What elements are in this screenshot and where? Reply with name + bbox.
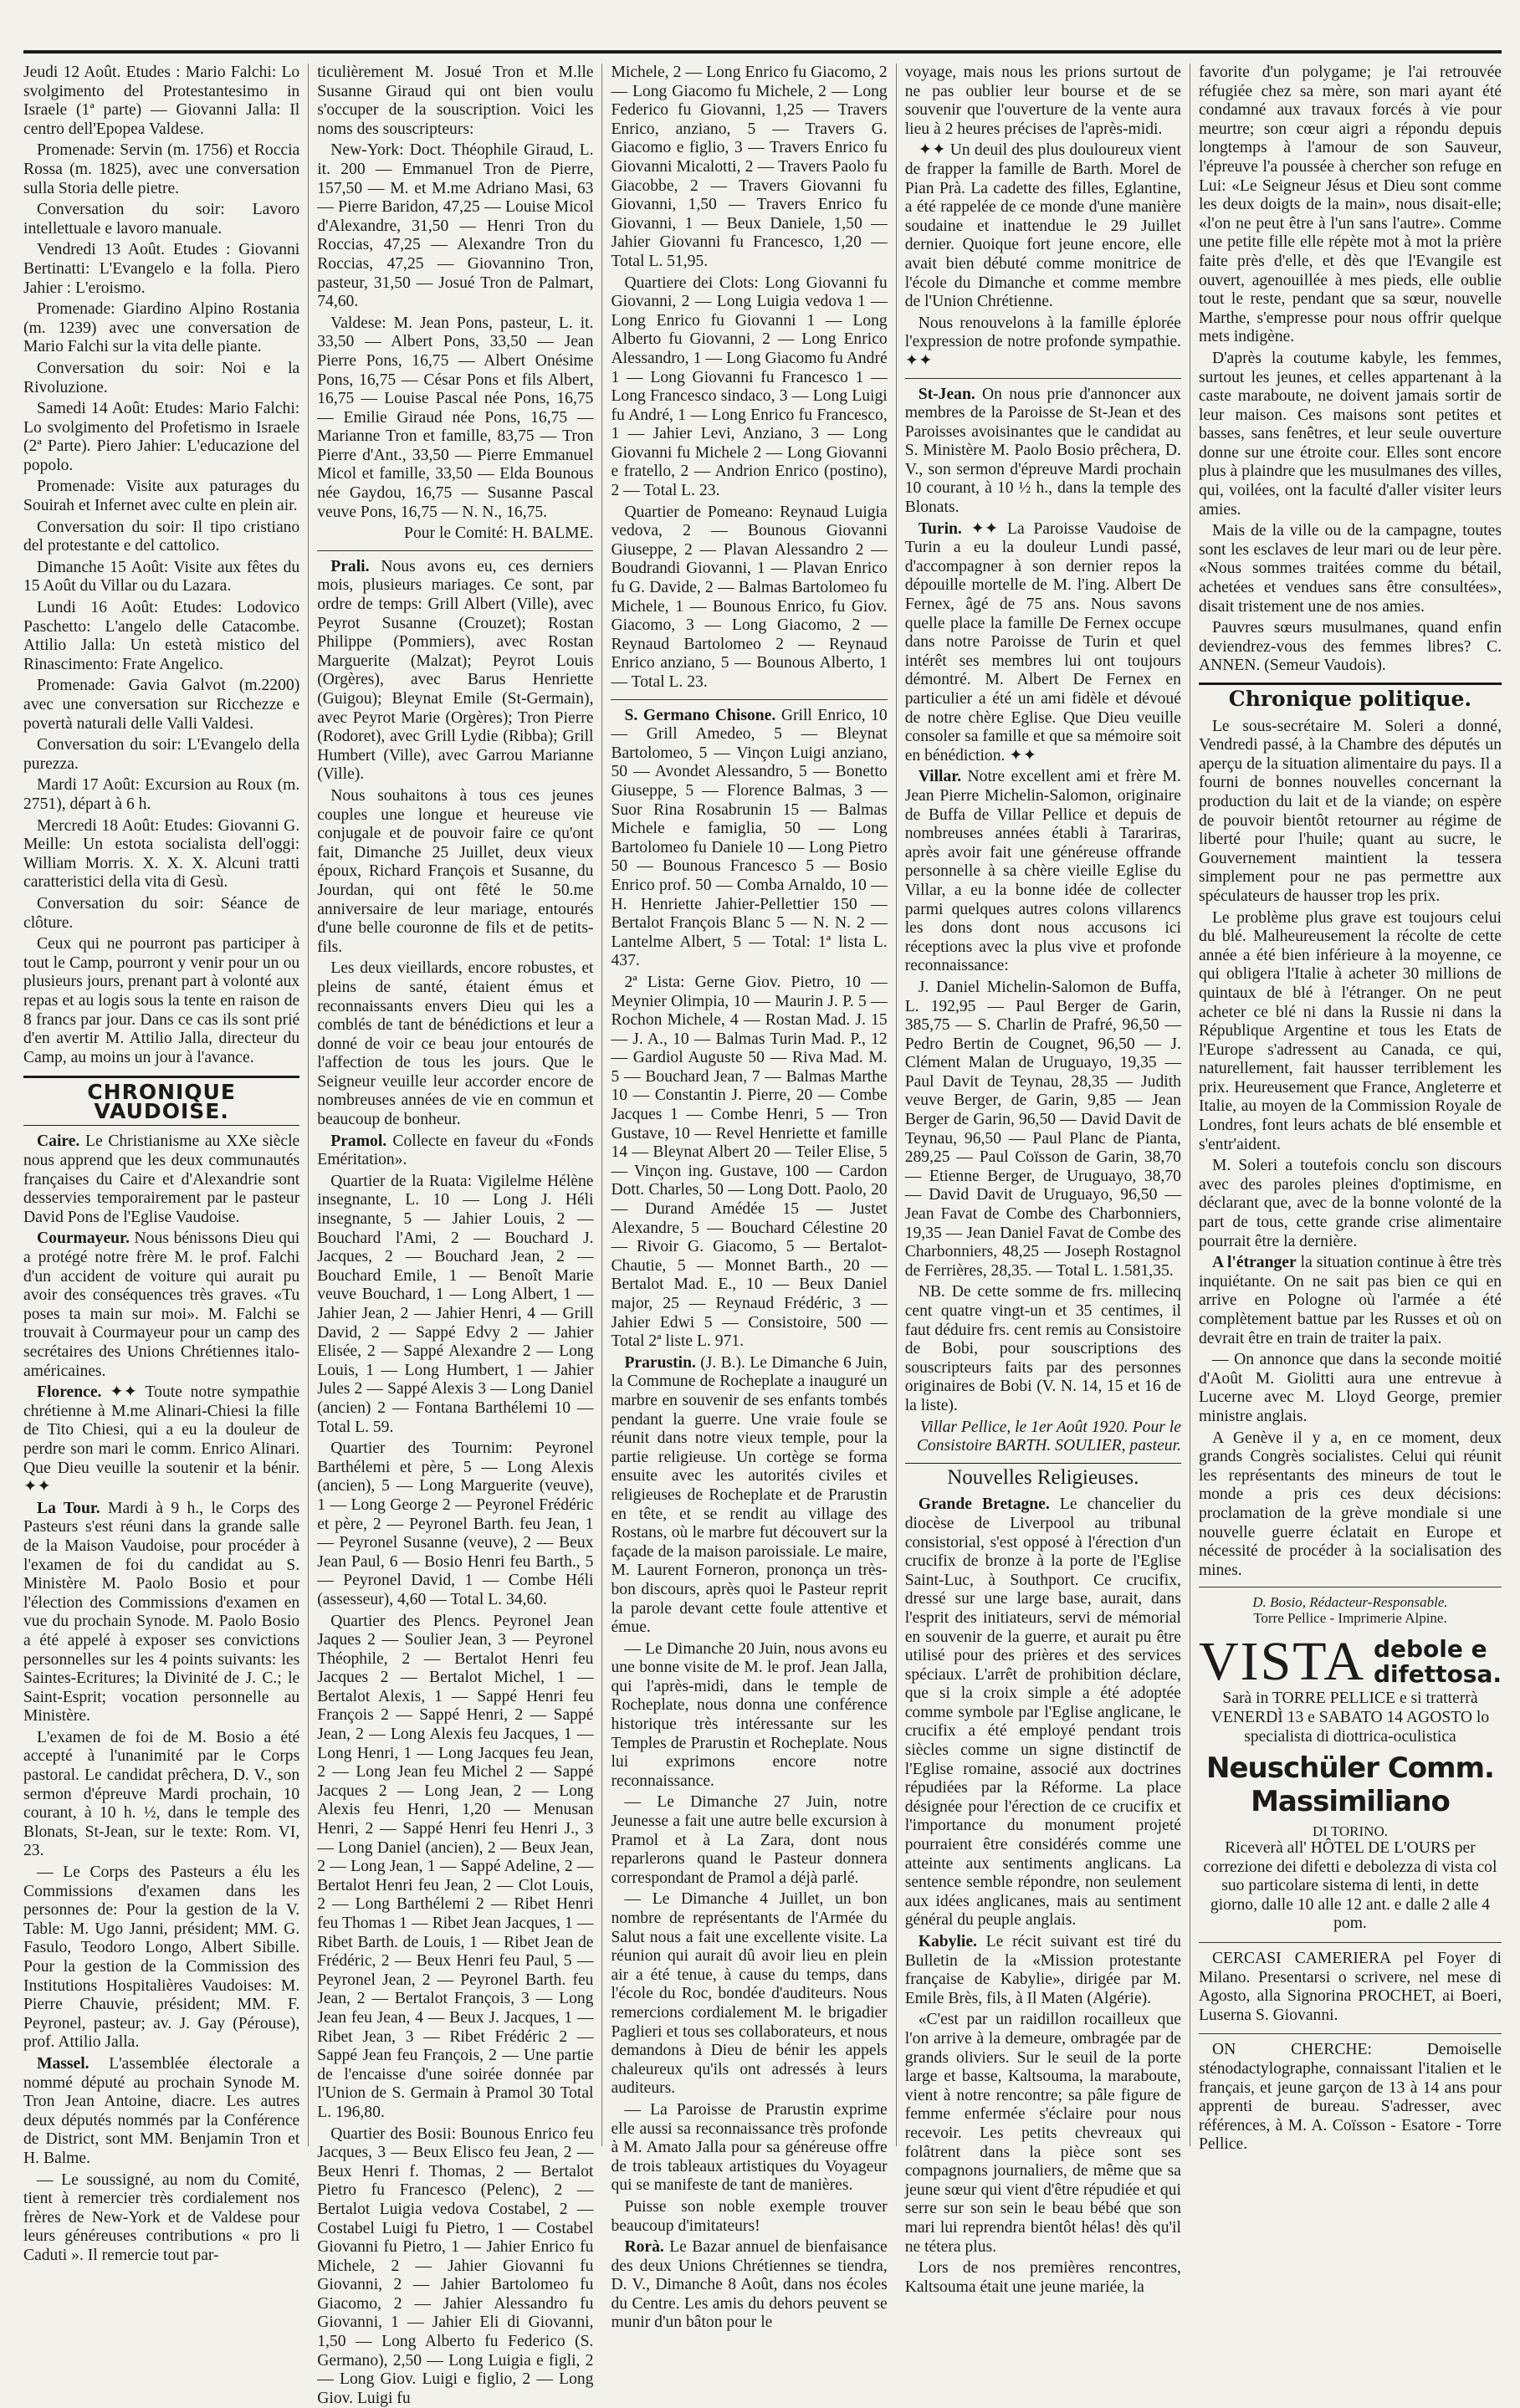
columns — [23, 64, 1502, 2407]
paragraph: ✦✦ Un deuil des plus douloureux vient de frapper la famille de Barth. Morel de Pian Prà. La cadette des filles, Eglantine, a été rappelée de ce monde d'une manière soudaine et inattendue le 29 Juillet dernier. Quoique fort jeune encore, elle avait bien débuté comme monitrice de l'école du Dimanche et comme membre de l'Union Chrétienne. — [904, 141, 1181, 311]
divider — [317, 550, 593, 551]
paragraph: Valdese: M. Jean Pons, pasteur, L. it. 33,50 — Albert Pons, 33,50 — Jean Pierre Pons, 16,75 — Albert Onésime Pons, 16,75 — César Pons et fils Albert, 16,75 — Louise Pascal née Pons, 16,75 — Emilie Giraud née Pons, 16,75 — Marianne Tron et famille, 83,75 — Tron Pierre d'Ant., 33,50 — Pierre Emmanuel Micol et famille, 33,50 — Elda Bounous née Gaydou, 16,75 — Susanne Pascal veuve Pons, 16,75 — N. N., 16,75. — [317, 314, 594, 521]
advert-text: Riceverà all' HÔTEL DE L'OURS per correzione dei difetti e debolezza di vista col suo particolare sistema di lenti, in dette giorno, dalle 10 alle 12 ant. e dalle 2 alle 4 pom. — [1203, 1839, 1497, 1933]
article-text: — La Paroisse de Prarustin exprime elle aussi sa reconnaissance très profonde à M. Amato Jalla pour sa généreuse offre de trois tableaux artistiques du Voyageur qui se manifeste de tant de manières. — [611, 2100, 888, 2195]
paragraph: Promenade: Gavia Galvot (m.2200) avec une conversation sur Ricchezze e povertà naturali delle Valli Valdesi. — [23, 677, 300, 733]
article-text: — On annonce que dans la seconde moitié d'Août M. Giolitti aura une entrevue à Lucerne avec M. Lloyd George, premier ministre anglais. — [1198, 1351, 1502, 1425]
advert-city: DI TORINO. — [1312, 1823, 1388, 1840]
paragraph: Vendredi 13 Août. Etudes : Giovanni Bertinatti: L'Evangelo e la folla. Piero Jahier : L'eroismo. — [23, 241, 300, 297]
place-name: Pramol. — [330, 1132, 387, 1150]
advert-vista — [1198, 1631, 1502, 1934]
place-name: La Tour. — [37, 1499, 100, 1517]
article-text: A Genève il y a, en ce moment, deux grands Congrès socialistes. Celui qui réunit les représentants des mineurs de tout le monde a pris ces deux décisions: proclamation de la grève mondiale si une nouvelle guerre éclatait en Europe et nécessité de procéder à la socialisation des mines. — [1198, 1429, 1502, 1579]
paragraph: Samedi 14 Août: Etudes: Mario Falchi: Lo svolgimento del Profetismo in Israele (2ª Parte). Piero Jahier: L'educazione del popolo. — [23, 400, 300, 474]
article-text: Nous bénissons Dieu qui a protégé notre frère M. le prof. Falchi d'un accident de voiture qui aurait pu avoir des conséquences très graves. «Tu poses ta main sur moi». M. Falchi se trouvait à Courmayeur pour un camp des secrétaires des Unions Chrétiennes italo-américaines. — [23, 1230, 300, 1380]
place-name: Prali. — [330, 557, 370, 575]
paragraph: Pauvres sœurs musulmanes, quand enfin deviendrez-vous des femmes libres? C. ANNEN. (Semeur Vaudois). — [1198, 619, 1502, 675]
paragraph: Mais de la ville ou de la campagne, toutes sont les esclaves de leur mari ou de leur père. «Nous sommes traitées comme du bétail, achetées et vendues sans être consultées», disait tristement une de nos amies. — [1198, 522, 1502, 616]
paragraph: Lundi 16 Août: Etudes: Lodovico Paschetto: L'angelo delle Catacombe. Attilio Jalla: Un estetà mistico del Rinascimento: Frate Angelico. — [23, 599, 300, 673]
article-text: Mardi à 9 h., le Corps des Pasteurs s'est réuni dans la grande salle de la Maison Vaudoise, pour procéder à l'examen de foi du candidat au S. Ministère M. Paolo Bosio et pour l'élection des Commissions d'examen en vue du prochain Synode. M. Paolo Bosio a été appelé à exposer ses convictions personnelles sur les 4 points suivants: les Saintes-Ecritures; la Divinité de J. C.; le Saint-Esprit; vocation personnelle au Ministère. — [23, 1499, 300, 1725]
paragraph: Promenade: Visite aux paturages du Souirah et Infernet avec culte en plein air. — [23, 478, 300, 515]
article-text: Nous souhaitons à tous ces jeunes couples une longue et heureuse vie conjugale et de pouvoir faire ce qu'ont fait, Dimanche 25 Juillet, deux vieux époux, Richard François et Susanne, du Jourdan, qui ont fêté le 50.me anniversaire de leur mariage, entourés d'une belle couronne de fils et de petits-fils. — [317, 786, 594, 956]
divider — [905, 378, 1181, 379]
article-text: J. Daniel Michelin-Salomon de Buffa, L. 192,95 — Paul Berger de Garin, 385,75 — S. Charlin de Prafré, 96,50 — Pedro Bertin de Cougnet, 96,50 — J. Clément Malan de Uruguayo, 19,35 — Paul Davit de Teynau, 28,35 — Judith veuve Berger, de Garin, 9,85 — Jean Berger de Garin, 96,50 — David Davit de Teynau, 96,50 — Paul Planc de Pianta, 289,25 — Paul Coïsson de Garin, 38,70 — Etienne Berger, de Uruguayo, 38,70 — David Davit de Uruguayo, 96,50 — Jean Favat de Combe des Charbonniers, 19,35 — Jean Daniel Favat de Combe des Charbonniers, 48,25 — Joseph Rostagnol de Ferrières, 28,35. — Total L. 1.581,35. — [904, 978, 1181, 1280]
article-text: NB. De cette somme de frs. millecinq cent quatre vingt-un et 35 centimes, il faut déduire frs. cent remis au Consistoire de Bobi, pour souscriptions des souscripteurs faits par des personnes originaires de Bobi (V. N. 14, 15 et 16 de la liste). — [904, 1283, 1181, 1414]
place-name: Caire. — [37, 1132, 80, 1151]
advert-text: CERCASI CAMERIERA pel Foyer di Milano. Presentarsi o scrivere, nel mese di Agosto, alla Signorina PROCHET, ai Boeri, Luserna S. Giovanni. — [1198, 1950, 1502, 2024]
article-text: (J. B.). Le Dimanche 6 Juin, la Commune de Rocheplate a inauguré un marbre en souvenir de ses enfants tombés pendant la guerre. Une vraie foule se réunit dans notre vieux temple, pour la partie religieuse. Un cortège se forma ensuite avec les autorités civiles et religieuses de Rocheplate et de Prarustin en tête, et se rendit au village des Rostans, où le marbre fut découvert sur la façade de la maison paroissiale. Le maire, M. Laurent Forneron, prononça un très-bon discours, après quoi le Pasteur reprit la parole devant cette foule attentive et émue. — [611, 1353, 888, 1637]
article-text: Quartier de la Ruata: Vigilelme Hélène insegnante, L. 10 — Long J. Héli insegnante, 5 — Jahier Louis, 2 — Bouchard l'Ami, 2 — Bouchard J. Jacques, 2 — Bouchard Jean, 2 — Bouchard Emile, 1 — Benoît Marie veuve Bouchard, 1 — Long Albert, 1 — Jahier Jean, 2 — Jahier Henri, 4 — Grill David, 2 — Sappé Edvy 2 — Jahier Elisée, 2 — Sappé Alexandre 2 — Long Louis, 1 — Long Humbert, 1 — Jahier Jules 2 — Sappé Alexis 3 — Long Daniel (ancien) 2 — Fontana Barthélemi 10 — Total L. 59. — [317, 1172, 594, 1436]
place-name: Rorà. — [624, 2238, 664, 2257]
advert-cameriera — [1199, 1942, 1502, 2025]
paragraph: voyage, mais nous les prions surtout de ne pas oublier leur bourse et de se souvenir que l'ouverture de la vente aura lieu à 2 heures précises de l'après-midi. — [904, 64, 1181, 138]
article-text: Puisse son noble exemple trouver beaucoup d'imitateurs! — [611, 2197, 888, 2235]
article-text: Collecte en faveur du «Fonds Eméritation». — [317, 1132, 594, 1169]
article-text: Le Bazar annuel de bienfaisance des deux Unions Chrétiennes se tiendra, D. V., Dimanche 8 Août, dans nos écoles du Centre. Les amis du dehors peuvent se munir d'un bâton pour le — [611, 2238, 888, 2332]
article-text: la situation continue à être très inquiétante. On ne sait pas bien ce qui en arrive en Pologne où l'armée a été complètement battue par les Russes et où on devrait être en train de traiter la paix. — [1198, 1254, 1502, 1347]
article-text: Lors de nos premières rencontres, Kaltsouma était une jeune mariée, la — [904, 2259, 1181, 2296]
paragraph: Conversation du soir: Séance de clôture. — [23, 894, 300, 932]
advert-vista-title: VISTA — [1198, 1631, 1365, 1693]
article-text: Nous avons eu, ces derniers mois, plusieurs mariages. Ce sont, par ordre de temps: Grill Albert (Ville), avec Peyrot Susanne (Crouzet); Rostan Philippe (Pommiers), avec Rostan Marguerite (Malzat); Peyrot Louis (Orgères), avec Barus Henriette (Guigou); Bleynat Emile (St-Germain), avec Peyrot Marie (Orgères); Tron Pierre (Rodoret), avec Grill Lydie (Ribba); Grill Humbert (Ville), avec Garrou Marianne (Ville). — [317, 557, 594, 784]
paragraph: Mardi 17 Août: Excursion au Roux (m. 2751), départ à 6 h. — [23, 776, 300, 813]
paragraph: D'après la coutume kabyle, les femmes, surtout les jeunes, et celles appartenant à la caste maraboute, ne doivent jamais sortir de leur maison. Ces maisons sont petites et basses, sans fenêtres, et leur seule ouverture donne sur une étroite cour. Elles sont encore plus à plaindre que les musulmanes des villes, qui, voilées, ont la faculté d'aller visiter leurs amies. — [1198, 349, 1502, 519]
paragraph: New-York: Doct. Théophile Giraud, L. it. 200 — Emmanuel Tron de Pierre, 157,50 — M. et M.me Adriano Masi, 63 — Pierre Baridon, 47,25 — Louise Micol d'Alexandre, 31,50 — Henri Tron du Roccias, 47,25 — Alexandre Tron du Roccias, 47,25 — Giovannino Tron, pasteur, 31,50 — Josué Tron de Palmart, 74,60. — [317, 141, 594, 311]
paragraph: Quartier de Pomeano: Reynaud Luigia vedova, 2 — Bounous Giovanni Giuseppe, 2 — Plavan Alessandro 2 — Boudrandi Giovanni, 1 — Plavan Enrico fu G. Davide, 2 — Balmas Bartolomeo fu Michele, 1 — Bounous Enrico, fu Giov. Giacomo, 3 — Long Giacomo, 2 — Reynaud Bartolomeo 2 — Reynaud Enrico anziano, 5 — Bounous Alberto, 1 — Total L. 23. — [611, 503, 888, 691]
article-text: L'examen de foi de M. Bosio a été accepté à l'unanimité par le Corps pastoral. Le candidat prêchera, D. V., son sermon d'épreuve Mardi prochain, 10 courant, à 10 h. ½, dans le temple des Blonats, St-Jean, sur le texte: Rom. VI, 23. — [23, 1728, 300, 1860]
column-3 — [601, 64, 895, 2332]
advert-text: Sarà in TORRE PELLICE e si tratterrà VENERDÌ 13 e SABATO 14 AGOSTO lo specialista di diottrica-oculistica — [1210, 1690, 1490, 1746]
article-text: 2ª Lista: Gerne Giov. Pietro, 10 — Meynier Olimpia, 10 — Maurin J. P. 5 — Rochon Michele, 4 — Rostan Mad. J. 15 — J. A., 10 — Balmas Turin Mad. P., 12 — Gardiol Auguste 50 — Riva Mad. M. 5 — Bouchard Jean, 7 — Balmas Marthe 10 — Constantin J. Pierre, 20 — Combe Jacques 1 — Combe Henri, 5 — Tron Gustave, 10 — Revel Henriette et famille 14 — Bleynat Albert 20 — Teiler Elise, 5 — Vinçon ing. Gustave, 100 — Cardon Dott. Charles, 50 — Long Dott. Paolo, 20 — Durand Amédée 15 — Justet Alexandre, 5 — Bouchard Célestine 20 — Rivoir G. Giacomo, 5 — Bertalot-Chautie, 5 — Monnet Barth., 20 — Bertalot Mad. E., 10 — Beux Daniel major, 25 — Reynaud Frédéric, 3 — Jahier Edwi 5 — Consistoire, 500 — Total 2ª liste L. 971. — [611, 973, 888, 1351]
paragraph: Conversation du soir: L'Evangelo della purezza. — [23, 736, 300, 773]
paragraph: Dimanche 15 Août: Visite aux fêtes du 15 Août du Villar ou du Lazara. — [23, 558, 300, 596]
article-text: — Le Dimanche 20 Juin, nous avons eu une bonne visite de M. le prof. Jean Jalla, qui l'après-midi, dans le temple de Rocheplate, nous donna une conférence historique très intéressante sur les Temples de Prarustin et Rocheplate. Nous lui exprimons encore notre reconnaissance. — [611, 1639, 888, 1790]
article-text: — Le Dimanche 4 Juillet, un bon nombre de représentants de l'Armée du Salut nous a fait une excellente visite. La réunion qui aurait dû avoir lieu en plein air a été tenue, à cause du temps, dans l'école du Roc, bondée d'auditeurs. Nous remercions cordialement M. le brigadier Paglieri et tous ses collaborateurs, et nous demandons à Dieu de bénir les appels chaleureux qu'ils ont adressés à leurs auditeurs. — [611, 1890, 888, 2098]
article-text: Les deux vieillards, encore robustes, et pleins de santé, étaient émus et reconnaissants envers Dieu qui les a comblés de tant de bénédictions et leur a donné de voir ce beau jour entourés de l'affection de tous les jours. Que le Seigneur veuille leur accorder encore de nombreuses années de vie en commun et beaucoup de bonheur. — [317, 959, 594, 1129]
place-name: Villar. — [918, 768, 962, 786]
article-text: Notre excellent ami et frère M. Jean Pierre Michelin-Salomon, originaire de Buffa de Villar Pellice et depuis de nombreuses années établi à Tarariras, après avoir fait une généreuse offrande personnelle à sa chère vieille Eglise du Villar, a eu la bonne idée de collecter parmi quelques autres colons villarencs les dons dont nous accusons ici réceptions avec la plus vive et profonde reconnaissance: — [904, 768, 1181, 975]
section-title-chronique-politique: Chronique politique. — [1199, 683, 1502, 713]
column-4 — [896, 64, 1190, 2296]
article-text: Quartier des Bosii: Bounous Enrico feu Jacques, 3 — Beux Elisco feu Jean, 2 — Beux Henri f. Thomas, 2 — Bertalot Pietro fu Francesco (Pelenc), 2 — Bertalot Luigia vedova Costabel, 2 — Costabel Luigi fu Pietro, 1 — Costabel Giovanni fu Pietro, 1 — Jahier Enrico fu Michele, 2 — Jahier Giovanni fu Giovanni, 2 — Jahier Bartolomeo fu Giacomo, 2 — Jahier Alessandro fu Giovanni, 1 — Jahier Eli di Giovanni, 1,50 — Long Alberto fu Federico (S. Germano), 2,50 — Long Luigia e figli, 2 — Long Giov. Luigi e figlio, 2 — Long Giov. Luigi fu — [317, 2124, 594, 2407]
paragraph: Nous renouvelons à la famille éplorée l'expression de notre profonde sympathie. ✦✦ — [904, 314, 1181, 370]
article-text: L'assemblée électorale a nommé député au prochain Synode M. Tron Jean Antoine, diacre. Les autres deux députés nommés par la Conférence de District, sont MM. Benjamin Tron et H. Balme. — [23, 2054, 300, 2167]
section-title-chronique-vaudoise: CHRONIQUE VAUDOISE. — [23, 1076, 299, 1126]
paragraph: Promenade: Giardino Alpino Rostania (m. 1239) avec une conversation de Mario Falchi sur la vita delle piante. — [23, 300, 300, 356]
article-text: On nous prie d'annoncer aux membres de la Paroisse de St-Jean et des Paroisses avoisinantes que le candidat au S. Ministère M. Paolo Bosio prêchera, D. V., son sermon d'épreuve Mardi prochain 10 courant, à 10 ½ h., dans la temple des Blonats. — [904, 385, 1181, 517]
article-text: Quartier des Plencs. Peyronel Jean Jaques 2 — Soulier Jean, 3 — Peyronel Théophile, 2 — Bertalot Henri feu Jacques 2 — Bertalot Michel, 1 — Bertalot Alexis, 1 — Sappé Henri feu François 2 — Sappé Henri, 2 — Sappé Jean, 2 — Long Alexis feu Jacques, 1 — Long Henri, 1 — Long Jacques feu Jean, 2 — Long Jean feu Michel 2 — Sappé Jacques 2 — Long Jean, 2 — Long Alexis feu Henri, 1,20 — Menusan Henri, 2 — Sappé Henri feu Henri J., 3 — Long Daniel (ancien), 2 — Beux Jean, 2 — Long Jean, 1 — Sappé Adeline, 2 — Bertalot Henri feu Jean, 2 — Clot Louis, 2 — Long Barthélemi 2 — Ribet Henri feu Thomas 1 — Ribet Jean Jacques, 1 — Ribet Barth. de Louis, 1 — Ribet Jean de Frédéric, 2 — Beux Henri feu Paul, 5 — Peyronel Jean, 2 — Peyronel Barth. feu Jean, 2 — Bertalot François, 3 — Long Jean feu Jean, 4 — Beux J. Jacques, 1 — Ribet Jean, 3 — Ribet Frédéric 2 — Sappé Jean feu François, 2 — Une partie de l'encaisse d'une soirée donnée par l'Union de S. Germain à Pramol 30 Total L. 196,80. — [317, 1612, 594, 2121]
place-name: Turin. — [918, 519, 962, 538]
article-text: — Le soussigné, au nom du Comité, tient à remercier très cordialement nos frères de New-York et de Valdese pour leurs généreuses contributions « pro li Caduti ». Il remercie tout par- — [23, 2170, 300, 2264]
paragraph: ticulièrement M. Josué Tron et M.lle Susanne Giraud qui ont bien voulu s'occuper de la souscription. Voici les noms des souscripteurs: — [317, 64, 594, 138]
article-text: «C'est par un raidillon rocailleux que l'on arrive à la demeure, ombragée par de grands oliviers. Sur le seuil de la porte large et basse, Kaltsouma, la maraboute, vient à notre rencontre; sa pâle figure de femme enfermée s'éclaire pour nous recevoir. Les petits chevreaux qui folâtrent dans la pièce sont ses compagnons journaliers, de même que sa jeune sœur qui vient d'être répudiée et qui serre sur son sein le beau bébé que son mari lui reprendra bientôt hélas! dès qu'il ne tétera plus. — [904, 2011, 1181, 2256]
top-rule — [23, 50, 1502, 54]
advert-vista-sub1: debole e — [1373, 1635, 1487, 1664]
article-text: ✦✦ La Paroisse Vaudoise de Turin a eu la douleur Lundi passé, d'accompagner à son dernier repos la dépouille mortelle de M. l'ing. Albert De Fernex, âgé de 75 ans. Nous savons quelle place la famille De Fernex occupe dans notre Paroisse de Turin et quel intérêt ses membres lui ont toujours démontré. M. Albert De Fernex en particulier a été un ami fidèle et dévoué de notre chère Eglise. Que Dieu veuille consoler sa famille et que sa mémoire soit en bénédiction. ✦✦ — [904, 519, 1181, 764]
place-name: Florence. — [37, 1383, 102, 1402]
divider — [611, 699, 887, 700]
place-name: Massel. — [37, 2054, 90, 2073]
printer-line: Torre Pellice - Imprimerie Alpine. — [1253, 1610, 1447, 1627]
paragraph: Jeudi 12 Août. Etudes : Mario Falchi: Lo svolgimento del Protestantesimo in Israele (1ª parte) — Giovanni Jalla: Il centro dell'Epopea Valdese. — [23, 64, 300, 138]
advert-vista-sub2: difettosa. — [1373, 1660, 1502, 1689]
advert-text: ON CHERCHE: Demoiselle sténodactylographe, connaissant l'italien et le français, et jeune garçon de 13 à 14 ans pour apprenti de bureau. S'adresser, avec références, à M. A. Coïsson - Esatore - Torre Pellice. — [1198, 2041, 1502, 2154]
article-text: ✦✦ Toute notre sympathie chrétienne à M.me Alinari-Chiesi la fille de Tito Chiesi, qui a eu la douleur de perdre son mari le comm. Enrico Alinari. Que Dieu veuille la soutenir et la bénir. ✦✦ — [23, 1383, 300, 1496]
article-text: Le chancelier du diocèse de Liverpool au tribunal consistorial, s'est opposé à l'érection d'un crucifix de bronze à la porte de l'Eglise Saint-Luc, à Southport. Ce crucifix, dressé sur une large base, aurait, dans l'esprit des initiateurs, servi de mémorial en souvenir de la guerre, et aurait pu être utilisé pour des prières et des services spéciaux. L'arrêt de prohibition déclare, que si la croix simple a été adoptée comme symbole par l'Eglise anglicane, le crucifix a été employé pendant trois siècles comme un signe distinctif de l'Eglise romaine, associé aux doctrines répudiées par la Réforme. La place désignée pour l'érection de ce crucifix et l'importance du monument projeté pourraient être considérés comme une atteinte aux sentiments anglicans. La sentence semble répondre, non seulement aux idées anglicanes, mais au sentiment général du peuple anglais. — [904, 1495, 1181, 1930]
advert-specialist-name: Neuschüler Comm. Massimiliano — [1206, 1751, 1494, 1819]
paragraph: Michele, 2 — Long Enrico fu Giacomo, 2 — Long Giacomo fu Michele, 2 — Long Federico fu Giovanni, 1,25 — Travers Enrico, anziano, 5 — Travers G. Giacomo e figlio, 3 — Travers Enrico fu Giovanni Micalotti, 2 — Travers Paolo fu Giacobbe, 2 — Travers Giovanni fu Giovanni, 1,50 — Travers Enrico fu Giovanni, 1 — Beux Daniele, 1,50 — Jahier Giovanni fu Francesco, 1,20 — Total L. 51,95. — [611, 64, 888, 270]
article-text: — Le Corps des Pasteurs a élu les Commissions d'examen dans les personnes de: Pour la gestion de la V. Table: M. Ugo Janni, président; MM. G. Fasulo, Teodoro Longo, Albert Sibille. Pour la gestion de la Commission des Institutions Hospitalières Vaudoises: M. Pierre Chauvie, président; MM. F. Peyronel, pasteur; av. J. Gay (Pérouse), prof. Attilio Jalla. — [23, 1864, 300, 2052]
paragraph: Promenade: Servin (m. 1756) et Roccia Rossa (m. 1825), avec une conversation sulla Storia delle pietre. — [23, 141, 300, 197]
article-text: Le Christianisme au XXe siècle nous apprend que les deux communautés françaises du Caire et d'Alexandrie sont desservies temporairement par le pasteur David Pons de l'Eglise Vaudoise. — [23, 1132, 300, 1226]
place-name: Grande Bretagne. — [918, 1495, 1050, 1514]
paragraph: Conversation du soir: Il tipo cristiano del protestante e del cattolico. — [23, 518, 300, 555]
place-name: Prarustin. — [624, 1353, 696, 1372]
place-name: S. Germano Chisone. — [624, 706, 776, 724]
article-text: Le récit suivant est tiré du Bulletin de la «Mission protestante française de Kabylie», dirigée par M. Emile Brès, fils, à Il Maten (Algérie). — [904, 1933, 1181, 2007]
place-name: A l'étranger — [1211, 1254, 1297, 1272]
editor-line: D. Bosio, Rédacteur-Responsable. — [1252, 1594, 1448, 1611]
article-text: M. Soleri a toutefois conclu son discours avec des paroles pleines d'optimisme, en déclarant que, avec de la bonne volonté de la part de tous, cette grande crise alimentaire pourrait être la dernière. — [1198, 1157, 1502, 1250]
paragraph: Ceux qui ne pourront pas participer à tout le Camp, pourront y venir pour un ou plusieurs jours, prenant part à volonté aux repas et au logis sous la tente en raison de 8 francs par jour. Dans ce cas ils sont prié d'en avertir M. Attilio Jalla, directeur du Camp, au moins un jour à l'avance. — [23, 935, 300, 1066]
paragraph: Conversation du soir: Noi e la Rivoluzione. — [23, 359, 300, 396]
paragraph: Quartiere dei Clots: Long Giovanni fu Giovanni, 2 — Long Luigia vedova 1 — Long Enrico fu Giovanni 1 — Long Alberto fu Giovanni, 2 — Long Enrico Alessandro, 1 — Long Giacomo fu André 1 — Long Giovanni fu Francesco 1 — Long Francesco sindaco, 3 — Long Luigi fu André, 1 — Long Enrico fu Francesco, 1 — Jahier Levi, Anziano, 3 — Long Giovanni fu Michele 2 — Long Giovanni e fratello, 2 — Andrion Enrico (postino), 2 — Total L. 23. — [611, 274, 888, 500]
column-5 — [1190, 64, 1502, 2154]
article-text: Le problème plus grave est toujours celui du blé. Malheureusement la récolte de cette année a été bien inférieure à la moyenne, ce qui obligera l'Italie à acheter 30 millions de quintaux de blé à l'étranger. On ne peut acheter ce blé ni dans la Russie ni dans la République Argentine et tous les Etats de l'Europe s'adressent au Canada, ce qui, naturellement, fait hausser terriblement les prix. Heureusement que France, Angleterre et Italie, au moyen de la Commission Royale de Londres, font leurs achats de blé ensemble et s'entr'aident. — [1198, 908, 1502, 1153]
place-name: St-Jean. — [918, 385, 975, 403]
article-text: Quartier des Tournim: Peyronel Barthélemi et père, 5 — Long Alexis (ancien), 5 — Long Marguerite (veuve), 1 — Long George 2 — Peyronel Frédéric et père, 2 — Peyronel Barth. feu Jean, 1 — Peyronel Susanne (veuve), 2 — Beux Jean Paul, 6 — Bosio Henri feu Barth., 5 — Peyronel David, 1 — Combe Héli (assesseur), 4,60 — Total L. 34,60. — [317, 1439, 594, 1608]
article-text: Grill Enrico, 10 — Grill Amedeo, 5 — Bleynat Bartolomeo, 5 — Vinçon Luigi anziano, 50 — Avondet Alessandro, 5 — Bonetto Giuseppe, 5 — Florence Balmas, 3 — Suor Rina Rosabrunin 15 — Balmas Michele e famiglia, 50 — Long Bartolomeo fu Daniele 10 — Long Pietro 50 — Bounous Francesco 5 — Bosio Enrico prof. 50 — Comba Arnaldo, 10 — H. Henriette Jahier-Pellettier 150 — Bertalot François Blanc 5 — N. N. 2 — Lantelme Albert, 5 — Total: 1ª lista L. 437. — [611, 706, 888, 970]
column-1 — [23, 64, 308, 2264]
signature: Pour le Comité: H. BALME. — [404, 524, 594, 543]
signature: Villar Pellice, le 1er Août 1920. Pour le Consistoire BARTH. SOULIER, pasteur. — [916, 1418, 1181, 1455]
place-name: Courmayeur. — [37, 1230, 130, 1248]
paragraph: Mercredi 18 Août: Etudes: Giovanni G. Meille: Un estota socialista dell'oggi: William Morris. X. X. X. Alcuni tratti caratteristici della vita di Gesù. — [23, 816, 300, 892]
place-name: Kabylie. — [918, 1933, 977, 1950]
paragraph: Conversation du soir: Lavoro intellettuale e lavoro manuale. — [23, 201, 300, 238]
article-text: — Le Dimanche 27 Juin, notre Jeunesse a fait une autre belle excursion à Pramol et à La Zara, dont nous reparlerons quand le Pasteur donnera correspondant de Pramol a déjà parlé. — [611, 1793, 888, 1887]
paragraph: favorite d'un polygame; je l'ai retrouvée réfugiée chez sa mère, son mari ayant été condamné aux travaux forcés à vie pour meurtre; son cœur aigri a répondu depuis longtemps à l'amour de son Sauveur, l'épreuve l'a poussée à chercher son refuge en Lui: «Le Seigneur Jésus et Dieu sont comme les deux doigts de la main», nous disait-elle; «l'on ne peut être à l'un sans l'autre». Comme une petite fille elle répète mot à mot la prière faite près d'elle, et dès que l'Evangile est ouvert, agenouillée à mes pieds, elle oublie tout le reste, pendant que sa sœur, nouvelle Marthe, s'empresse pour nous offrir quelque mets indigène. — [1198, 64, 1502, 346]
column-2 — [308, 64, 601, 2407]
section-title-nouvelles-religieuses: Nouvelles Religieuses. — [905, 1463, 1181, 1491]
article-text: Le sous-secrétaire M. Soleri a donné, Vendredi passé, à la Chambre des députés un aperçu de la situation alimentaire du pays. Il a fourni de bonnes nouvelles concernant la production du lait et de la viande; on espère de pouvoir bientôt retourner au régime de liberté pour l'huile; quant au sucre, le Gouvernement maintient la tessera simplement pour ne pas permettre aux spéculateurs de hausser trop les prix. — [1198, 717, 1502, 905]
advert-on-cherche — [1199, 2033, 1502, 2155]
